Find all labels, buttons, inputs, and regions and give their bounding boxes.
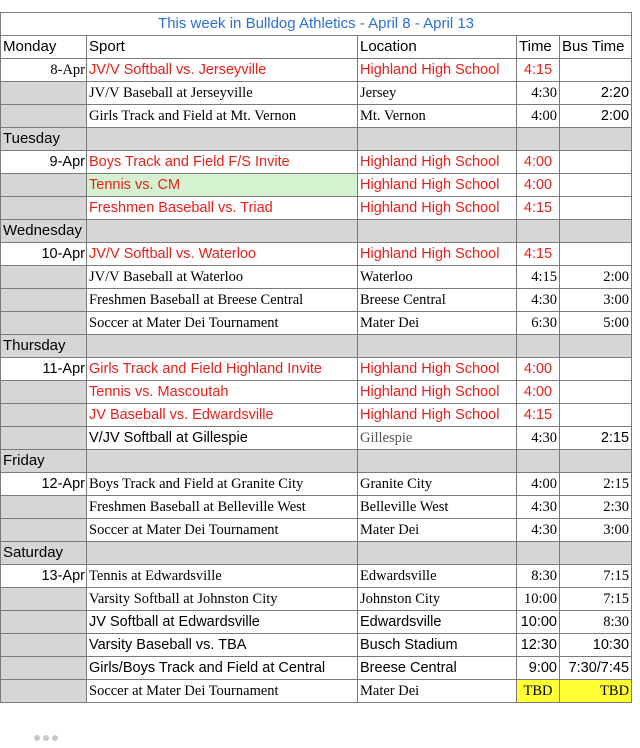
event-sport: Tennis vs. Mascoutah — [87, 381, 358, 404]
event-location: Gillespie — [358, 427, 517, 450]
event-location: Mater Dei — [358, 312, 517, 335]
event-location: Highland High School — [358, 59, 517, 82]
event-time: 4:15 — [517, 266, 560, 289]
event-location: Edwardsville — [358, 611, 517, 634]
event-bus-time: 7:15 — [560, 588, 632, 611]
table-row — [1, 59, 632, 82]
table-row — [1, 105, 632, 128]
event-location: Highland High School — [358, 197, 517, 220]
table-row — [1, 197, 632, 220]
event-bus-time: TBD — [560, 680, 632, 703]
event-date — [1, 312, 87, 335]
event-location: Mater Dei — [358, 519, 517, 542]
event-sport: Freshmen Baseball vs. Triad — [87, 197, 358, 220]
event-sport: JV Softball at Edwardsville — [87, 611, 358, 634]
event-time: 4:30 — [517, 496, 560, 519]
event-bus-time — [560, 358, 632, 381]
event-bus-time — [560, 243, 632, 266]
event-date — [1, 197, 87, 220]
event-bus-time — [560, 197, 632, 220]
table-row — [1, 266, 632, 289]
table-row — [1, 381, 632, 404]
header-day: Monday — [1, 36, 87, 59]
event-time: 12:30 — [517, 634, 560, 657]
event-bus-time — [560, 404, 632, 427]
table-row — [1, 634, 632, 657]
day-row — [1, 335, 632, 358]
event-bus-time — [560, 174, 632, 197]
day-row — [1, 450, 632, 473]
event-location: Highland High School — [358, 151, 517, 174]
event-date — [1, 611, 87, 634]
header-sport: Sport — [87, 36, 358, 59]
event-date — [1, 381, 87, 404]
event-time: 4:15 — [517, 404, 560, 427]
event-date — [1, 588, 87, 611]
event-date: 8-Apr — [1, 59, 87, 82]
event-location: Busch Stadium — [358, 634, 517, 657]
event-sport: Varsity Softball at Johnston City — [87, 588, 358, 611]
event-bus-time: 7:15 — [560, 565, 632, 588]
event-date — [1, 634, 87, 657]
event-bus-time: 2:20 — [560, 82, 632, 105]
event-sport: Boys Track and Field at Granite City — [87, 473, 358, 496]
day-row — [1, 220, 632, 243]
event-date — [1, 680, 87, 703]
event-time: 4:00 — [517, 174, 560, 197]
table-row — [1, 496, 632, 519]
event-date: 10-Apr — [1, 243, 87, 266]
event-sport: JV/V Baseball at Jerseyville — [87, 82, 358, 105]
event-time: 10:00 — [517, 588, 560, 611]
event-bus-time: 7:30/7:45 — [560, 657, 632, 680]
event-sport: JV/V Softball vs. Jerseyville — [87, 59, 358, 82]
header-row — [1, 36, 632, 59]
event-location: Highland High School — [358, 358, 517, 381]
event-sport: Freshmen Baseball at Breese Central — [87, 289, 358, 312]
event-bus-time: 3:00 — [560, 289, 632, 312]
event-sport: Girls/Boys Track and Field at Central — [87, 657, 358, 680]
event-date — [1, 266, 87, 289]
event-date — [1, 404, 87, 427]
event-sport: Freshmen Baseball at Belleville West — [87, 496, 358, 519]
event-time: 4:15 — [517, 243, 560, 266]
table-row — [1, 82, 632, 105]
event-time: 4:00 — [517, 105, 560, 128]
table-row — [1, 473, 632, 496]
event-sport: JV Baseball vs. Edwardsville — [87, 404, 358, 427]
event-sport: Girls Track and Field at Mt. Vernon — [87, 105, 358, 128]
event-time: 4:00 — [517, 381, 560, 404]
event-date: 9-Apr — [1, 151, 87, 174]
header-location: Location — [358, 36, 517, 59]
event-sport: Tennis at Edwardsville — [87, 565, 358, 588]
event-sport: Soccer at Mater Dei Tournament — [87, 680, 358, 703]
event-time: 8:30 — [517, 565, 560, 588]
event-location: Waterloo — [358, 266, 517, 289]
event-bus-time: 10:30 — [560, 634, 632, 657]
event-location: Breese Central — [358, 289, 517, 312]
event-sport: Soccer at Mater Dei Tournament — [87, 312, 358, 335]
schedule-title: This week in Bulldog Athletics - April 8 - April 13 — [1, 13, 632, 36]
event-time: 4:30 — [517, 82, 560, 105]
event-date — [1, 657, 87, 680]
event-location: Edwardsville — [358, 565, 517, 588]
event-sport: Varsity Baseball vs. TBA — [87, 634, 358, 657]
event-date — [1, 427, 87, 450]
event-date: 13-Apr — [1, 565, 87, 588]
table-row — [1, 358, 632, 381]
event-bus-time: 2:30 — [560, 496, 632, 519]
day-label: Thursday — [1, 335, 87, 358]
schedule-table — [0, 12, 632, 703]
event-bus-time: 2:00 — [560, 105, 632, 128]
table-row — [1, 312, 632, 335]
day-label: Saturday — [1, 542, 87, 565]
event-location: Johnston City — [358, 588, 517, 611]
table-row — [1, 151, 632, 174]
header-bus-time: Bus Time — [560, 36, 632, 59]
event-time: 10:00 — [517, 611, 560, 634]
event-location: Highland High School — [358, 174, 517, 197]
event-date — [1, 174, 87, 197]
event-time: 4:30 — [517, 289, 560, 312]
event-bus-time: 2:15 — [560, 473, 632, 496]
event-bus-time: 8:30 — [560, 611, 632, 634]
day-label: Tuesday — [1, 128, 87, 151]
event-location: Jersey — [358, 82, 517, 105]
event-time: 4:15 — [517, 197, 560, 220]
event-date — [1, 82, 87, 105]
header-time: Time — [517, 36, 560, 59]
table-row — [1, 519, 632, 542]
event-location: Mater Dei — [358, 680, 517, 703]
event-location: Mt. Vernon — [358, 105, 517, 128]
event-sport: Tennis vs. CM — [87, 174, 358, 197]
event-date — [1, 289, 87, 312]
event-date — [1, 105, 87, 128]
event-time: TBD — [517, 680, 560, 703]
event-time: 4:00 — [517, 151, 560, 174]
event-sport: JV/V Baseball at Waterloo — [87, 266, 358, 289]
day-label: Friday — [1, 450, 87, 473]
event-sport: V/JV Softball at Gillespie — [87, 427, 358, 450]
event-bus-time — [560, 59, 632, 82]
day-label: Wednesday — [1, 220, 87, 243]
table-row — [1, 404, 632, 427]
event-location: Highland High School — [358, 404, 517, 427]
event-date — [1, 496, 87, 519]
event-location: Highland High School — [358, 381, 517, 404]
event-time: 4:00 — [517, 358, 560, 381]
event-time: 4:15 — [517, 59, 560, 82]
table-row — [1, 611, 632, 634]
table-row — [1, 243, 632, 266]
table-row — [1, 427, 632, 450]
day-row — [1, 128, 632, 151]
event-sport: Soccer at Mater Dei Tournament — [87, 519, 358, 542]
event-time: 4:30 — [517, 427, 560, 450]
table-row — [1, 289, 632, 312]
event-bus-time — [560, 381, 632, 404]
event-bus-time: 5:00 — [560, 312, 632, 335]
table-row — [1, 680, 632, 703]
event-sport: Girls Track and Field Highland Invite — [87, 358, 358, 381]
event-location: Highland High School — [358, 243, 517, 266]
day-row — [1, 542, 632, 565]
table-row — [1, 174, 632, 197]
event-date: 11-Apr — [1, 358, 87, 381]
event-bus-time — [560, 151, 632, 174]
event-sport: Boys Track and Field F/S Invite — [87, 151, 358, 174]
event-bus-time: 3:00 — [560, 519, 632, 542]
event-location: Breese Central — [358, 657, 517, 680]
table-row — [1, 657, 632, 680]
event-sport: JV/V Softball vs. Waterloo — [87, 243, 358, 266]
event-date — [1, 519, 87, 542]
event-date: 12-Apr — [1, 473, 87, 496]
event-bus-time: 2:00 — [560, 266, 632, 289]
event-bus-time: 2:15 — [560, 427, 632, 450]
more-dots-icon[interactable] — [34, 728, 61, 746]
event-time: 9:00 — [517, 657, 560, 680]
event-location: Granite City — [358, 473, 517, 496]
table-row — [1, 565, 632, 588]
table-row — [1, 588, 632, 611]
event-time: 4:30 — [517, 519, 560, 542]
event-time: 6:30 — [517, 312, 560, 335]
event-location: Belleville West — [358, 496, 517, 519]
event-time: 4:00 — [517, 473, 560, 496]
